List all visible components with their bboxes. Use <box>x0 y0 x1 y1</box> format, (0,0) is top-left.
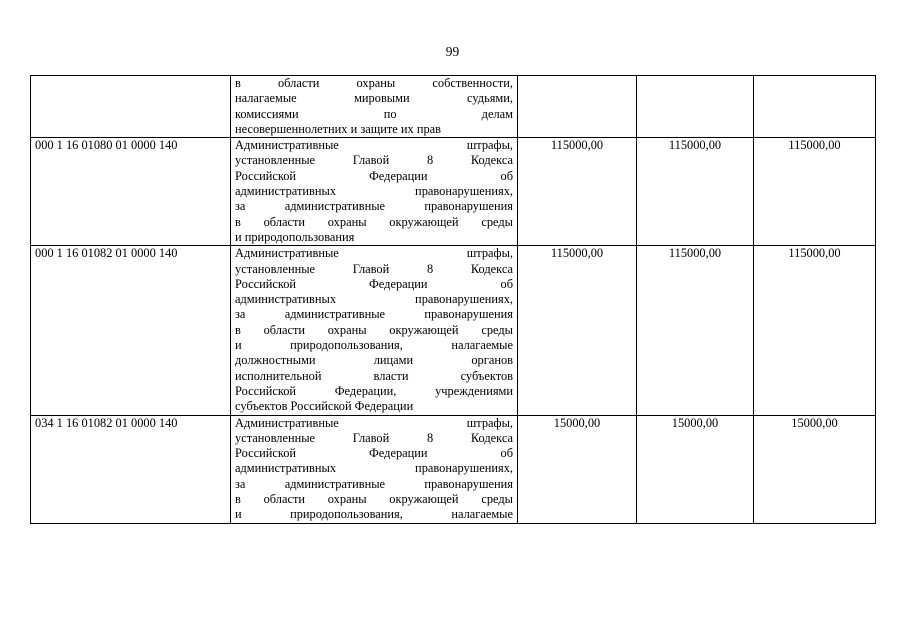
table-row <box>31 76 876 138</box>
amount-cell-1: 115000,00 <box>518 138 637 246</box>
amount-cell-1: 115000,00 <box>518 246 637 415</box>
description-line: Административные штрафы, <box>235 415 513 430</box>
amount-cell-2 <box>637 76 754 138</box>
description-line: установленные Главой 8 Кодекса <box>235 430 513 445</box>
budget-code-cell <box>31 76 231 138</box>
table-body <box>31 76 876 524</box>
description-line: должностными лицами органов <box>235 353 513 368</box>
amount-cell-1 <box>518 76 637 138</box>
page-number: 99 <box>445 44 460 59</box>
description-line: несовершеннолетних и защите их прав <box>235 121 442 136</box>
amount-cell-3: 115000,00 <box>754 138 876 246</box>
description-line: Российской Федерации об <box>235 168 513 183</box>
description-line: в области охраны собственности, <box>235 76 513 90</box>
table-row <box>31 246 876 415</box>
description-line: субъектов Российской Федерации <box>235 399 414 414</box>
description-line: Российской Федерации, учреждениями <box>235 383 513 398</box>
amount-cell-2: 15000,00 <box>637 415 754 523</box>
description-cell <box>231 76 518 138</box>
budget-code-cell: 034 1 16 01082 01 0000 140 <box>31 415 231 523</box>
table-row <box>31 415 876 523</box>
description-line: Российской Федерации об <box>235 276 513 291</box>
amount-cell-1: 15000,00 <box>518 415 637 523</box>
description-line: исполнительной власти субъектов <box>235 368 513 383</box>
description-line: и природопользования, налагаемые <box>235 338 513 353</box>
description-line: в области охраны окружающей среды <box>235 492 513 507</box>
revenue-table <box>30 75 876 524</box>
description-line: Административные штрафы, <box>235 246 513 261</box>
amount-cell-3 <box>754 76 876 138</box>
budget-code-cell: 000 1 16 01080 01 0000 140 <box>31 138 231 246</box>
description-line: в области охраны окружающей среды <box>235 214 513 229</box>
description-line: комиссиями по делам <box>235 106 513 121</box>
description-cell <box>231 246 518 415</box>
description-line: административных правонарушениях, <box>235 292 513 307</box>
description-line: установленные Главой 8 Кодекса <box>235 153 513 168</box>
description-line: и природопользования <box>235 229 355 244</box>
amount-cell-3: 115000,00 <box>754 246 876 415</box>
description-line: административных правонарушениях, <box>235 461 513 476</box>
budget-code-cell: 000 1 16 01082 01 0000 140 <box>31 246 231 415</box>
description-line: Административные штрафы, <box>235 138 513 153</box>
description-cell <box>231 415 518 523</box>
description-line: за административные правонарушения <box>235 199 513 214</box>
description-line: за административные правонарушения <box>235 307 513 322</box>
description-line: Российской Федерации об <box>235 446 513 461</box>
amount-cell-2: 115000,00 <box>637 246 754 415</box>
description-line: административных правонарушениях, <box>235 184 513 199</box>
amount-cell-2: 115000,00 <box>637 138 754 246</box>
description-line: налагаемые мировыми судьями, <box>235 91 513 106</box>
description-cell <box>231 138 518 246</box>
description-line: установленные Главой 8 Кодекса <box>235 261 513 276</box>
description-line: в области охраны окружающей среды <box>235 322 513 337</box>
amount-cell-3: 15000,00 <box>754 415 876 523</box>
description-line: за административные правонарушения <box>235 476 513 491</box>
description-line: и природопользования, налагаемые <box>235 507 513 522</box>
table-row <box>31 138 876 246</box>
